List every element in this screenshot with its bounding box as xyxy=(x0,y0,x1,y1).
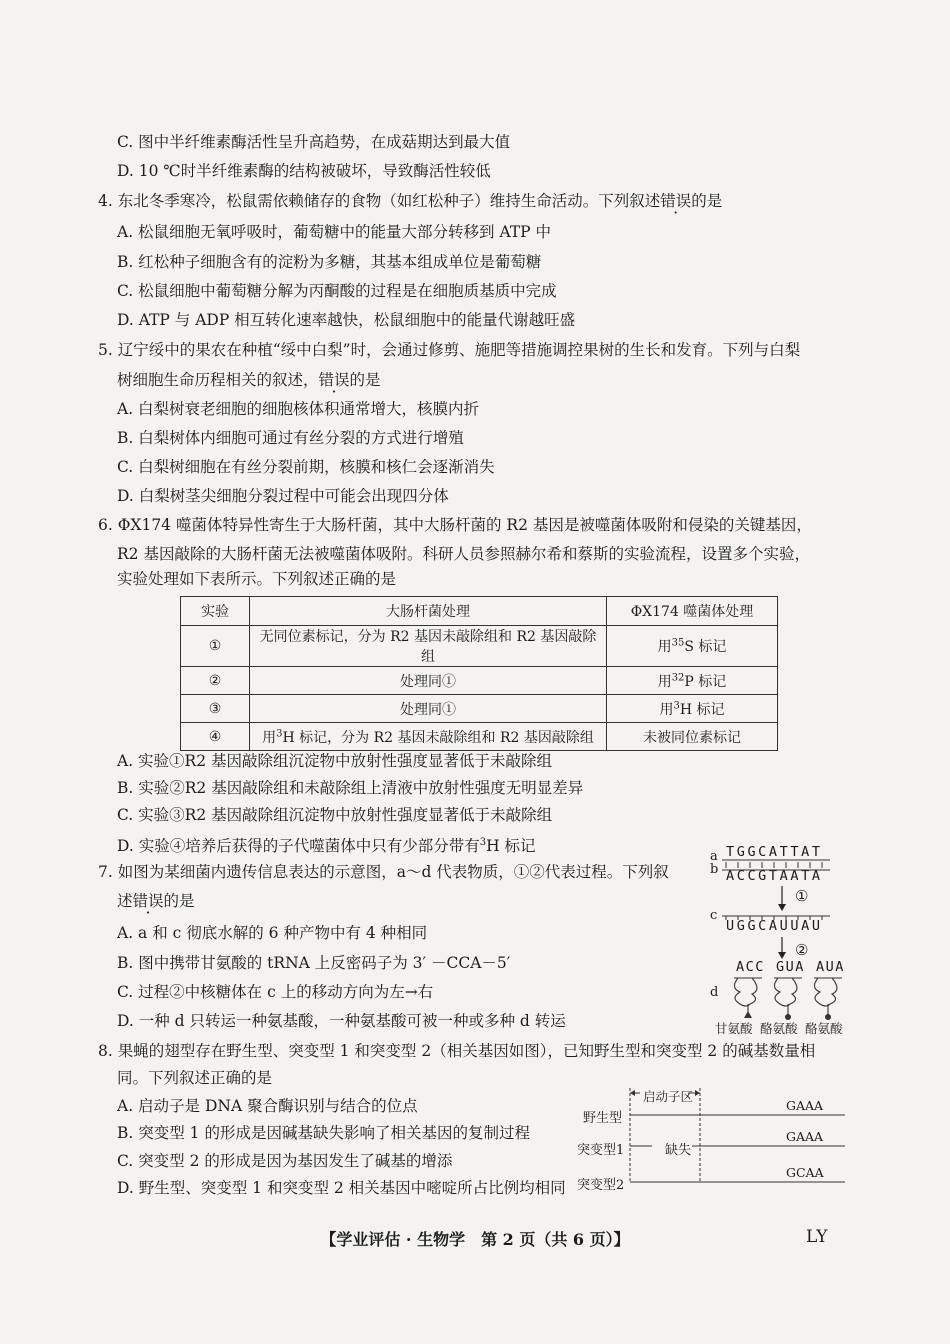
wildtype-label: 野生型 xyxy=(583,1111,623,1126)
q8-figure-lines xyxy=(620,1086,850,1196)
q3-option-d: D. 10 ℃时半纤维素酶的结构被破坏，导致酶活性较低 xyxy=(117,162,491,180)
q7-option-a: A. a 和 c 彻底水解的 6 种产物中有 4 种相同 xyxy=(117,924,428,942)
table-row xyxy=(181,667,778,695)
q4-option-d: D. ATP 与 ADP 相互转化速率越快，松鼠细胞中的能量代谢越旺盛 xyxy=(117,311,576,329)
q7-option-d: D. 一种 d 只转运一种氨基酸，一种氨基酸可被一种或多种 d 转运 xyxy=(117,1012,566,1030)
q6-option-b: B. 实验②R2 基因敲除组和未敲除组上清液中放射性强度无明显差异 xyxy=(117,779,584,797)
dna-strand-a: TGGCATTAT xyxy=(726,844,823,860)
label-d: d xyxy=(710,985,719,1000)
q5-option-d: D. 白梨树茎尖细胞分裂过程中可能会出现四分体 xyxy=(117,487,449,505)
anticodon-2: GUA xyxy=(776,959,805,975)
label-a: a xyxy=(710,849,718,864)
q7-option-c: C. 过程②中核糖体在 c 上的移动方向为左→右 xyxy=(117,983,434,1001)
q8-option-c: C. 突变型 2 的形成是因为基因发生了碱基的增添 xyxy=(117,1152,453,1170)
amino-acid-3: 酪氨酸 xyxy=(805,1021,843,1036)
q5-stem-line2: 树细胞生命历程相关的叙述，错误的是 xyxy=(117,371,381,389)
q6-experiment-table xyxy=(180,596,778,751)
process-1-label: ① xyxy=(795,887,809,905)
amino-acid-1: 甘氨酸 xyxy=(715,1021,753,1036)
anticodon-1: ACC xyxy=(736,959,765,975)
q4-option-b: B. 红松种子细胞含有的淀粉为多糖，其基本组成单位是葡萄糖 xyxy=(117,253,542,271)
mrna-strand: UGGCAUUAU xyxy=(726,918,823,934)
q7-stem-line1: 7. 如图为某细菌内遗传信息表达的示意图，a～d 代表物质，①②代表过程。下列叙 xyxy=(98,863,669,881)
q6-stem-line2: R2 基因敲除的大肠杆菌无法被噬菌体吸附。科研人员参照赫尔希和蔡斯的实验流程，设置多个实验， xyxy=(117,545,810,563)
table-cell: 处理同① xyxy=(250,695,607,723)
table-cell: 无同位素标记，分为 R2 基因未敲除组和 R2 基因敲除组 xyxy=(250,626,607,667)
table-cell: ③ xyxy=(181,695,250,723)
q4-option-c: C. 松鼠细胞中葡萄糖分解为丙酮酸的过程是在细胞质基质中完成 xyxy=(117,282,557,300)
table-header: 大肠杆菌处理 xyxy=(250,597,607,626)
q8-option-d: D. 野生型、突变型 1 和突变型 2 相关基因中嘧啶所占比例均相同 xyxy=(117,1179,566,1197)
q5-option-c: C. 白梨树细胞在有丝分裂前期，核膜和核仁会逐渐消失 xyxy=(117,458,495,476)
process-2-label: ② xyxy=(795,941,809,959)
q3-option-c: C. 图中半纤维素酶活性呈升高趋势，在成菇期达到最大值 xyxy=(117,133,511,151)
q6-stem-line3: 实验处理如下表所示。下列叙述正确的是 xyxy=(117,570,397,588)
mutant1-seq: GAAA xyxy=(786,1129,824,1144)
mutant1-label: 突变型1 xyxy=(577,1143,625,1158)
paper-code: LY xyxy=(806,1227,828,1247)
q6-option-c: C. 实验③R2 基因敲除组沉淀物中放射性强度显著低于未敲除组 xyxy=(117,806,553,824)
table-row xyxy=(181,695,778,723)
q6-stem-line1: 6. ΦX174 噬菌体特异性寄生于大肠杆菌，其中大肠杆菌的 R2 基因是被噬菌体吸附和侵染的关键基因， xyxy=(98,516,812,534)
table-cell: 用$^3$H 标记 xyxy=(607,695,778,723)
q7-option-b: B. 图中携带甘氨酸的 tRNA 上反密码子为 3′ －CCA－5′ xyxy=(117,954,511,972)
table-header: 实验 xyxy=(181,597,250,626)
anticodon-3: AUA xyxy=(816,959,845,975)
label-c: c xyxy=(710,908,718,923)
table-row xyxy=(181,723,778,751)
q5-option-a: A. 白梨树衰老细胞的细胞核体积通常增大，核膜内折 xyxy=(117,400,480,418)
page-footer: 【学业评估 · 生物学 第 2 页（共 6 页）】 xyxy=(320,1230,630,1249)
table-header: ΦX174 噬菌体处理 xyxy=(607,597,778,626)
table-cell: 用$^{32}$P 标记 xyxy=(607,667,778,695)
mutant2-seq: GCAA xyxy=(786,1165,824,1180)
table-cell: 用$^3$H 标记，分为 R2 基因未敲除组和 R2 基因敲除组 xyxy=(250,723,607,751)
table-row xyxy=(181,626,778,667)
dna-strand-b: ACCGTAATA xyxy=(726,868,823,884)
q5-stem-line1: 5. 辽宁绥中的果农在种植“绥中白梨”时，会通过修剪、施肥等措施调控果树的生长和发育。下列与白梨 xyxy=(98,341,801,359)
q7-figure-lines xyxy=(700,840,860,1040)
q4-stem: 4. 东北冬季寒冷，松鼠需依赖储存的食物（如红松种子）维持生命活动。下列叙述错误的是 xyxy=(98,192,723,210)
promoter-label: 启动子区 xyxy=(643,1089,694,1104)
table-cell: ② xyxy=(181,667,250,695)
table-cell: ④ xyxy=(181,723,250,751)
deletion-label: 缺失 xyxy=(665,1143,692,1158)
q5-option-b: B. 白梨树体内细胞可通过有丝分裂的方式进行增殖 xyxy=(117,429,464,447)
table-cell: 处理同① xyxy=(250,667,607,695)
table-cell: 未被同位素标记 xyxy=(607,723,778,751)
q7-stem-line2: 述错误的是 xyxy=(117,892,195,910)
table-cell: 用$^{35}$S 标记 xyxy=(607,626,778,667)
q8-stem-line2: 同。下列叙述正确的是 xyxy=(117,1069,273,1087)
q8-stem-line1: 8. 果蝇的翅型存在野生型、突变型 1 和突变型 2（相关基因如图），已知野生型和突变型 2 的碱基数量相 xyxy=(98,1042,816,1060)
table-cell: ① xyxy=(181,626,250,667)
table-header-row xyxy=(181,597,778,626)
q8-option-b: B. 突变型 1 的形成是因碱基缺失影响了相关基因的复制过程 xyxy=(117,1124,530,1142)
q4-option-a: A. 松鼠细胞无氧呼吸时，葡萄糖中的能量大部分转移到 ATP 中 xyxy=(117,223,552,241)
q6-option-a: A. 实验①R2 基因敲除组沉淀物中放射性强度显著低于未敲除组 xyxy=(117,752,553,770)
wildtype-seq: GAAA xyxy=(786,1098,824,1113)
q6-option-d: D. 实验④培养后获得的子代噬菌体中只有少部分带有$^3$H 标记 xyxy=(117,837,536,856)
amino-acid-2: 酪氨酸 xyxy=(760,1021,798,1036)
label-b: b xyxy=(710,862,719,877)
mutant2-label: 突变型2 xyxy=(577,1178,625,1193)
q8-option-a: A. 启动子是 DNA 聚合酶识别与结合的位点 xyxy=(117,1097,418,1115)
